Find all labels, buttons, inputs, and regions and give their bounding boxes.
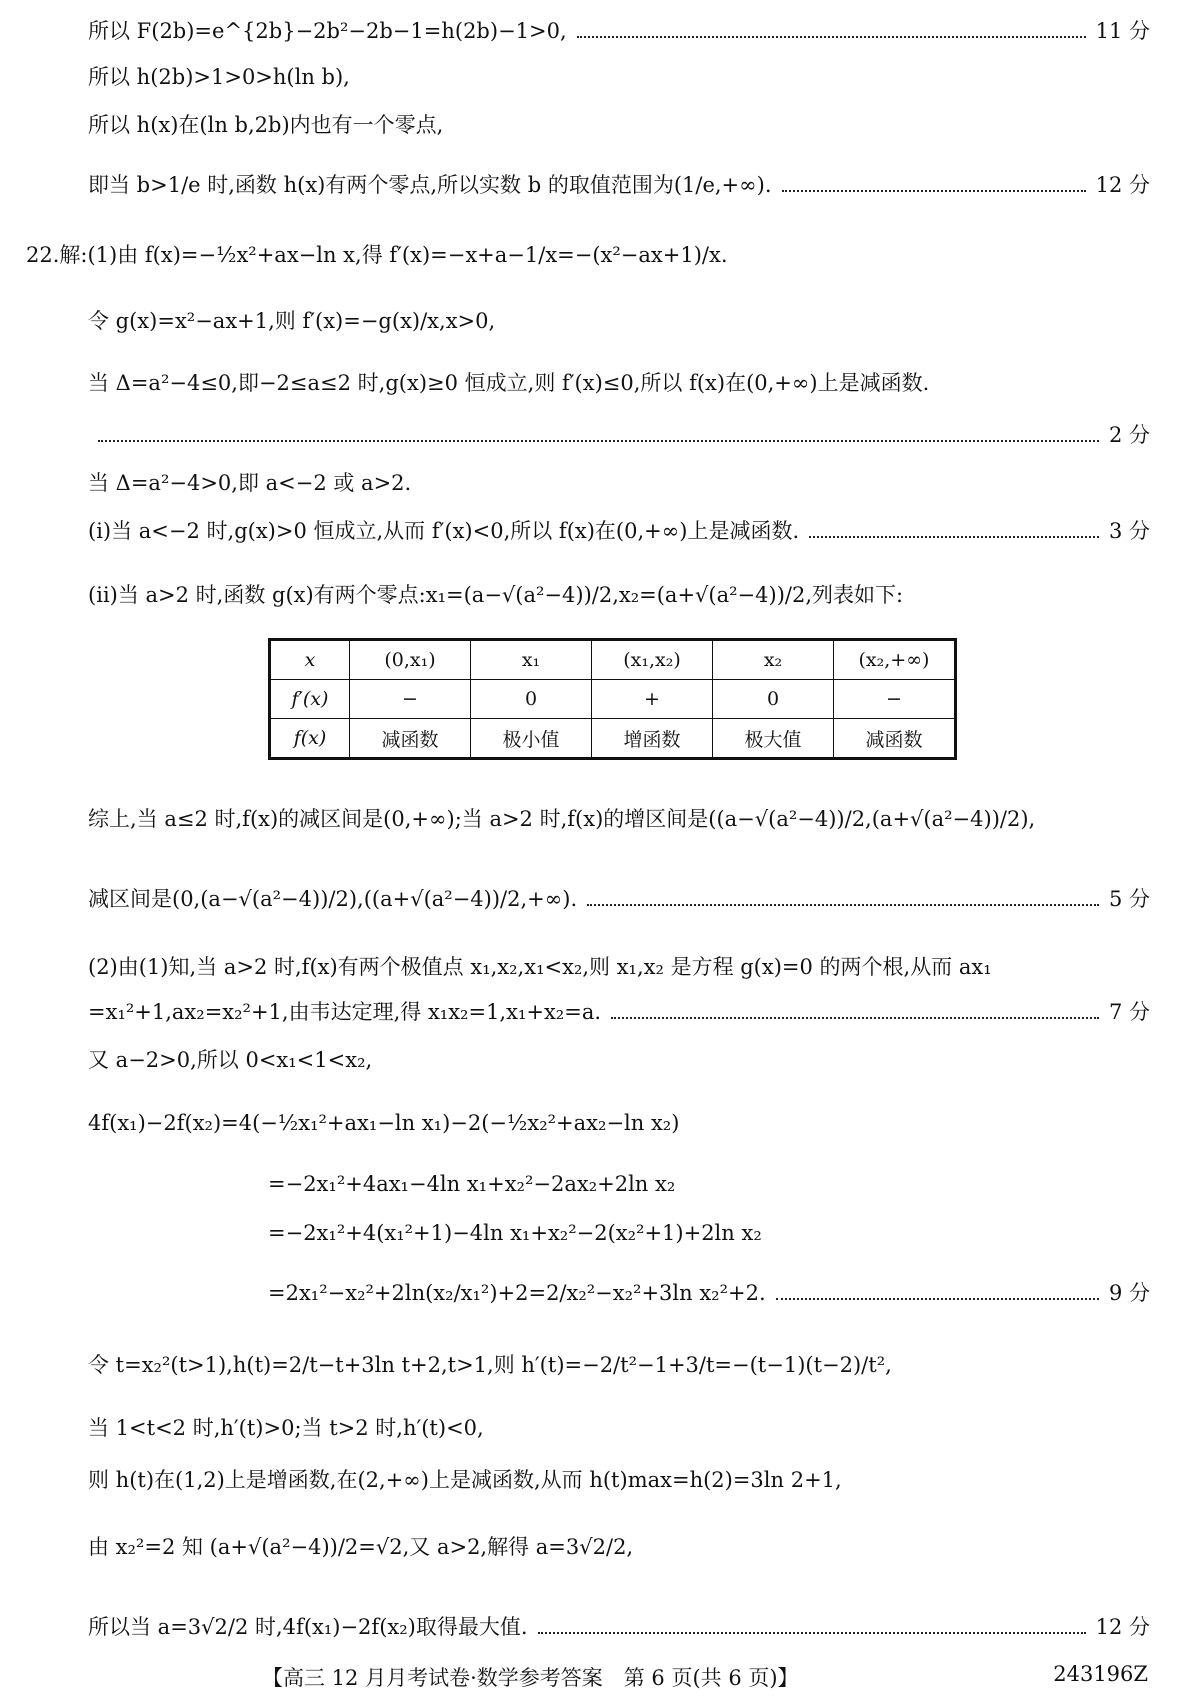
page-footer bbox=[0, 1662, 1200, 1692]
table-cell: 极小值 bbox=[471, 719, 592, 759]
table-cell: − bbox=[350, 680, 471, 719]
line-19: =−2x₁²+4(x₁²+1)−4ln x₁+x₂²−2(x₂²+1)+2ln x₂ bbox=[268, 1221, 762, 1245]
line-17: 4f(x₁)−2f(x₂)=4(−½x₁²+ax₁−ln x₁)−2(−½x₂²+ax₂−ln x₂) bbox=[88, 1111, 680, 1135]
table-cell: x bbox=[270, 640, 350, 680]
footer-title: 【高三 12 月月考试卷·数学参考答案 第 6 页(共 6 页)】 bbox=[262, 1666, 799, 1690]
table-cell: x₂ bbox=[713, 640, 834, 680]
problem-22-line: 22.解:(1)由 f(x)=−½x²+ax−ln x,得 f′(x)=−x+a−1/x=−(x²−ax+1)/x. bbox=[26, 243, 728, 267]
sign-table bbox=[268, 638, 957, 760]
line-11: (ⅱ)当 a>2 时,函数 g(x)有两个零点:x₁=(a−√(a²−4))/2,x₂=(a+√(a²−4))/2,列表如下: bbox=[88, 583, 904, 607]
line-22: 当 1<t<2 时,h′(t)>0;当 t>2 时,h′(t)<0, bbox=[88, 1416, 484, 1440]
line-9: 当 Δ=a²−4>0,即 a<−2 或 a>2. bbox=[88, 471, 412, 495]
line-2: 所以 h(2b)>1>0>h(ln b), bbox=[88, 65, 350, 89]
line-15: =x₁²+1,ax₂=x₂²+1,由韦达定理,得 x₁x₂=1,x₁+x₂=a. 7 分 bbox=[88, 1000, 1150, 1024]
line-4: 即当 b>1/e 时,函数 h(x)有两个零点,所以实数 b 的取值范围为(1/e,+∞). 12 分 bbox=[88, 173, 1150, 197]
line-23: 则 h(t)在(1,2)上是增函数,在(2,+∞)上是减函数,从而 h(t)max=h(2)=3ln 2+1, bbox=[88, 1468, 842, 1492]
table-cell: 0 bbox=[713, 680, 834, 719]
line-1: 所以 F(2b)=e^{2b}−2b²−2b−1=h(2b)−1>0, 11 分 bbox=[88, 19, 1150, 43]
table-cell: f′(x) bbox=[270, 680, 350, 719]
table-cell: 极大值 bbox=[713, 719, 834, 759]
table-cell: f(x) bbox=[270, 719, 350, 759]
table-row bbox=[270, 640, 956, 680]
line-14: (2)由(1)知,当 a>2 时,f(x)有两个极值点 x₁,x₂,x₁<x₂,则 x₁,x₂ 是方程 g(x)=0 的两个根,从而 ax₁ bbox=[88, 955, 992, 979]
table-cell: x₁ bbox=[471, 640, 592, 680]
line-18: =−2x₁²+4ax₁−4ln x₁+x₂²−2ax₂+2ln x₂ bbox=[268, 1172, 676, 1196]
line-24: 由 x₂²=2 知 (a+√(a²−4))/2=√2,又 a>2,解得 a=3√2/2, bbox=[88, 1535, 634, 1559]
line-16: 又 a−2>0,所以 0<x₁<1<x₂, bbox=[88, 1048, 373, 1072]
table-cell: (x₁,x₂) bbox=[592, 640, 713, 680]
table-cell: 减函数 bbox=[834, 719, 956, 759]
footer-code: 243196Z bbox=[1053, 1662, 1148, 1686]
table-cell: − bbox=[834, 680, 956, 719]
table-cell: 减函数 bbox=[350, 719, 471, 759]
line-25: 所以当 a=3√2/2 时,4f(x₁)−2f(x₂)取得最大值. 12 分 bbox=[88, 1615, 1150, 1639]
table-row bbox=[270, 719, 956, 759]
line-6: 令 g(x)=x²−ax+1,则 f′(x)=−g(x)/x,x>0, bbox=[88, 309, 496, 333]
line-8: 2 分 bbox=[98, 420, 1150, 450]
table-cell: (x₂,+∞) bbox=[834, 640, 956, 680]
line-10: (ⅰ)当 a<−2 时,g(x)>0 恒成立,从而 f′(x)<0,所以 f(x)在(0,+∞)上是减函数. 3 分 bbox=[88, 519, 1150, 543]
table-cell: + bbox=[592, 680, 713, 719]
line-20: =2x₁²−x₂²+2ln(x₂/x₁²)+2=2/x₂²−x₂²+3ln x₂²+2. 9 分 bbox=[268, 1281, 1150, 1305]
line-13: 减区间是(0,(a−√(a²−4))/2),((a+√(a²−4))/2,+∞). 5 分 bbox=[88, 887, 1150, 911]
table-cell: (0,x₁) bbox=[350, 640, 471, 680]
line-12: 综上,当 a≤2 时,f(x)的减区间是(0,+∞);当 a>2 时,f(x)的增区间是((a−√(a²−4))/2,(a+√(a²−4))/2), bbox=[88, 807, 1036, 831]
table-cell: 0 bbox=[471, 680, 592, 719]
line-21: 令 t=x₂²(t>1),h(t)=2/t−t+3ln t+2,t>1,则 h′(t)=−2/t²−1+3/t=−(t−1)(t−2)/t², bbox=[88, 1353, 892, 1377]
line-7: 当 Δ=a²−4≤0,即−2≤a≤2 时,g(x)≥0 恒成立,则 f′(x)≤0,所以 f(x)在(0,+∞)上是减函数. bbox=[88, 371, 930, 395]
line-3: 所以 h(x)在(ln b,2b)内也有一个零点, bbox=[88, 113, 444, 137]
table-cell: 增函数 bbox=[592, 719, 713, 759]
table-row bbox=[270, 680, 956, 719]
